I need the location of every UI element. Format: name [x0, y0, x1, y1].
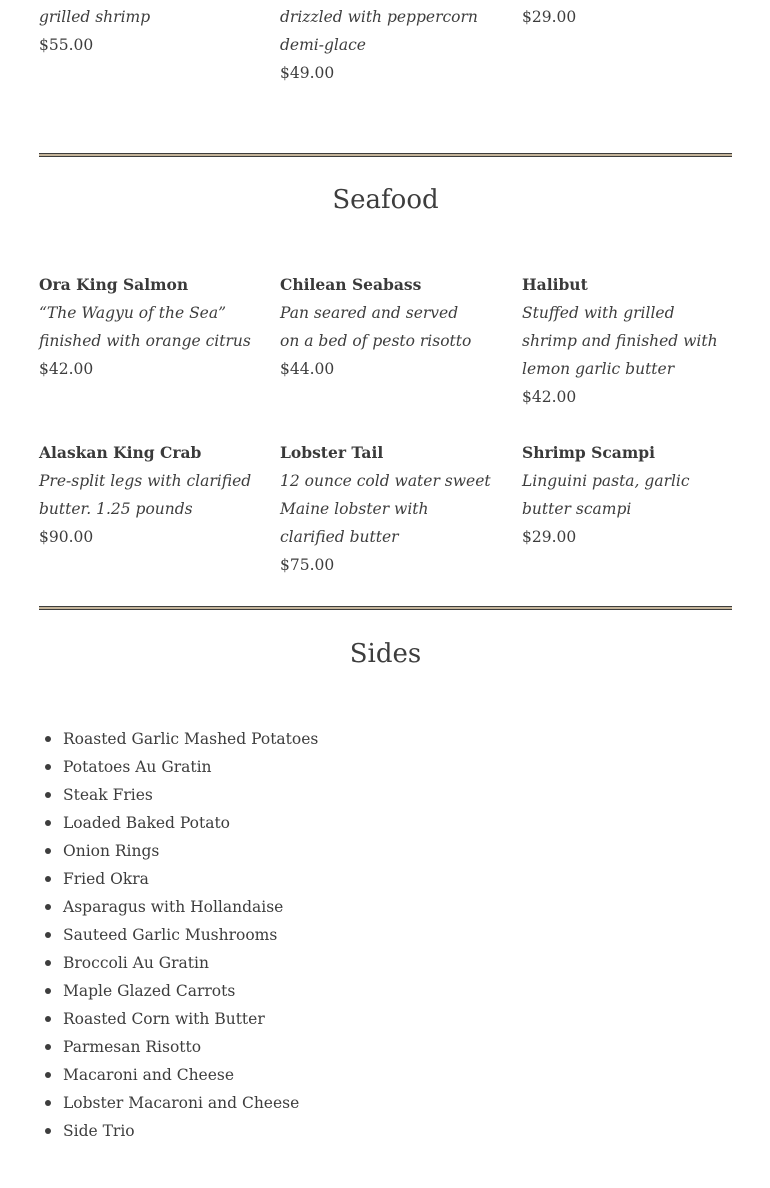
side-item-label: Roasted Corn with Butter [63, 1010, 265, 1028]
menu-item-name: Halibut [522, 275, 588, 294]
section-divider [39, 606, 732, 610]
list-item [39, 893, 732, 921]
section-title-seafood: Seafood [332, 185, 439, 215]
section-divider [39, 153, 732, 157]
list-item [39, 1033, 732, 1061]
menu-item-price: $44.00 [280, 360, 335, 378]
menu-item-price: $49.00 [280, 64, 335, 82]
list-item [39, 1089, 732, 1117]
list-item [39, 1005, 732, 1033]
bullet-icon [45, 1044, 51, 1050]
menu-item-name: Chilean Seabass [280, 275, 422, 294]
menu-item-price: $55.00 [39, 36, 94, 54]
bullet-icon [45, 848, 51, 854]
bullet-icon [45, 792, 51, 798]
sides-list [39, 725, 732, 1145]
list-item [39, 865, 732, 893]
menu-item [39, 439, 254, 551]
menu-item [280, 271, 495, 383]
menu-item [522, 3, 737, 31]
menu-item-name: Lobster Tail [280, 443, 384, 462]
side-item-label: Loaded Baked Potato [63, 814, 231, 832]
menu-item-description: 12 ounce cold water sweet Maine lobster with clarified butter [280, 472, 491, 546]
side-item-label: Side Trio [63, 1122, 135, 1140]
menu-item [522, 439, 737, 551]
menu-item [522, 271, 737, 411]
side-item-label: Steak Fries [63, 786, 153, 804]
section-title-sides: Sides [349, 639, 422, 669]
list-item [39, 725, 732, 753]
bullet-icon [45, 960, 51, 966]
menu-item-price: $75.00 [280, 556, 335, 574]
side-item-label: Potatoes Au Gratin [63, 758, 212, 776]
side-item-label: Lobster Macaroni and Cheese [63, 1094, 300, 1112]
menu-item-description: Linguini pasta, garlic butter scampi [522, 472, 690, 518]
bullet-icon [45, 932, 51, 938]
list-item [39, 753, 732, 781]
side-item-label: Sauteed Garlic Mushrooms [63, 926, 278, 944]
menu-item-description: Pre-split legs with clarified butter. 1.25 pounds [39, 472, 252, 518]
bullet-icon [45, 1100, 51, 1106]
bullet-icon [45, 904, 51, 910]
side-item-label: Broccoli Au Gratin [63, 954, 209, 972]
side-item-label: Macaroni and Cheese [63, 1066, 235, 1084]
side-item-label: Roasted Garlic Mashed Potatoes [63, 730, 319, 748]
menu-item-price: $42.00 [522, 388, 577, 406]
list-item [39, 837, 732, 865]
bullet-icon [45, 1072, 51, 1078]
menu-item-name: Shrimp Scampi [522, 443, 655, 462]
menu-item-price: $29.00 [522, 528, 577, 546]
bullet-icon [45, 820, 51, 826]
list-item [39, 921, 732, 949]
menu-item-description: Pan seared and served on a bed of pesto risotto [280, 304, 472, 350]
menu-item [280, 3, 495, 87]
bullet-icon [45, 764, 51, 770]
list-item [39, 977, 732, 1005]
menu-item [280, 439, 495, 579]
bullet-icon [45, 736, 51, 742]
menu-item-price: $90.00 [39, 528, 94, 546]
menu-item-price: $29.00 [522, 8, 577, 26]
list-item [39, 949, 732, 977]
menu-item-description: grilled shrimp [39, 8, 151, 26]
menu-item [39, 271, 254, 383]
menu-item-name: Ora King Salmon [39, 275, 189, 294]
side-item-label: Maple Glazed Carrots [63, 982, 236, 1000]
side-item-label: Parmesan Risotto [63, 1038, 202, 1056]
side-item-label: Asparagus with Hollandaise [63, 898, 284, 916]
side-item-label: Fried Okra [63, 870, 149, 888]
list-item [39, 1061, 732, 1089]
menu-item-price: $42.00 [39, 360, 94, 378]
menu-item [39, 3, 254, 59]
menu-item-description: Stuffed with grilled shrimp and finished with lemon garlic butter [522, 304, 718, 378]
list-item [39, 781, 732, 809]
menu-item-name: Alaskan King Crab [39, 443, 202, 462]
bullet-icon [45, 876, 51, 882]
list-item [39, 1117, 732, 1145]
bullet-icon [45, 988, 51, 994]
menu-item-description: drizzled with peppercorn demi-glace [280, 8, 478, 54]
bullet-icon [45, 1128, 51, 1134]
menu-item-description: “The Wagyu of the Sea” finished with orange citrus [39, 304, 251, 350]
bullet-icon [45, 1016, 51, 1022]
side-item-label: Onion Rings [63, 842, 160, 860]
list-item [39, 809, 732, 837]
